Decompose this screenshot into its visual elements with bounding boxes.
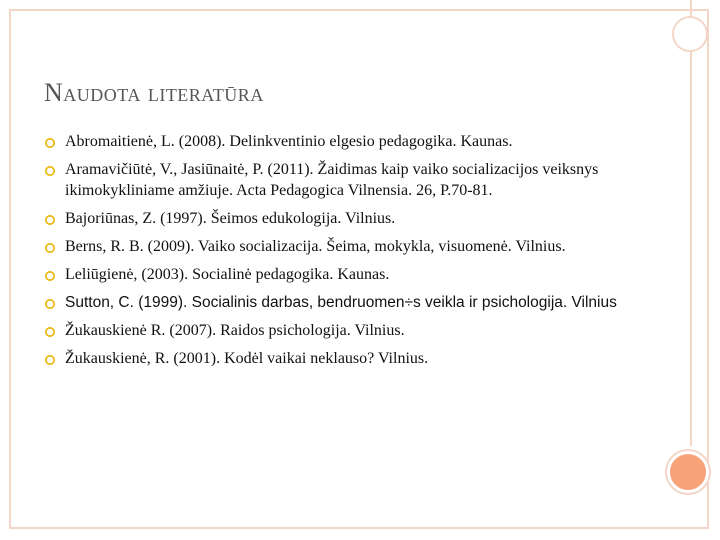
reference-item (44, 208, 644, 229)
decorative-circle-outline (672, 16, 708, 52)
ring-bullet-icon (44, 137, 56, 149)
reference-text: Sutton, C. (1999). Socialinis darbas, bendruomen÷s veikla ir psichologija. Vilnius (65, 294, 617, 311)
ring-bullet-icon (44, 354, 56, 366)
reference-text: Bajoriūnas, Z. (1997). Šeimos edukologija. Vilnius. (65, 210, 396, 227)
ring-bullet-icon (44, 214, 56, 226)
ring-bullet-icon (44, 242, 56, 254)
reference-item (44, 264, 644, 285)
slide-title: Naudota literatūra (44, 78, 264, 107)
reference-text: Žukauskienė R. (2007). Raidos psichologija. Vilnius. (65, 322, 405, 339)
reference-item (44, 131, 644, 152)
reference-item (44, 292, 644, 313)
ring-bullet-icon (44, 326, 56, 338)
reference-list (44, 131, 644, 376)
reference-item (44, 159, 644, 201)
reference-item (44, 348, 644, 369)
reference-text: Aramavičiūtė, V., Jasiūnaitė, P. (2011). Žaidimas kaip vaiko socializacijos veiksnys ikimokykliniame amžiuje. Acta Pedagogica Vilnensia. 26, P.70-81. (65, 161, 599, 199)
decorative-vertical-line (690, 0, 692, 446)
reference-item (44, 320, 644, 341)
ring-bullet-icon (44, 298, 56, 310)
reference-text: Leliūgienė, (2003). Socialinė pedagogika. Kaunas. (65, 266, 390, 283)
decorative-circle-filled (667, 451, 709, 493)
ring-bullet-icon (44, 270, 56, 282)
ring-bullet-icon (44, 165, 56, 177)
reference-item (44, 236, 644, 257)
reference-text: Žukauskienė, R. (2001). Kodėl vaikai neklauso? Vilnius. (65, 350, 429, 367)
reference-text: Abromaitienė, L. (2008). Delinkventinio elgesio pedagogika. Kaunas. (65, 133, 513, 150)
reference-text: Berns, R. B. (2009). Vaiko socializacija. Šeima, mokykla, visuomenė. Vilnius. (65, 238, 566, 255)
